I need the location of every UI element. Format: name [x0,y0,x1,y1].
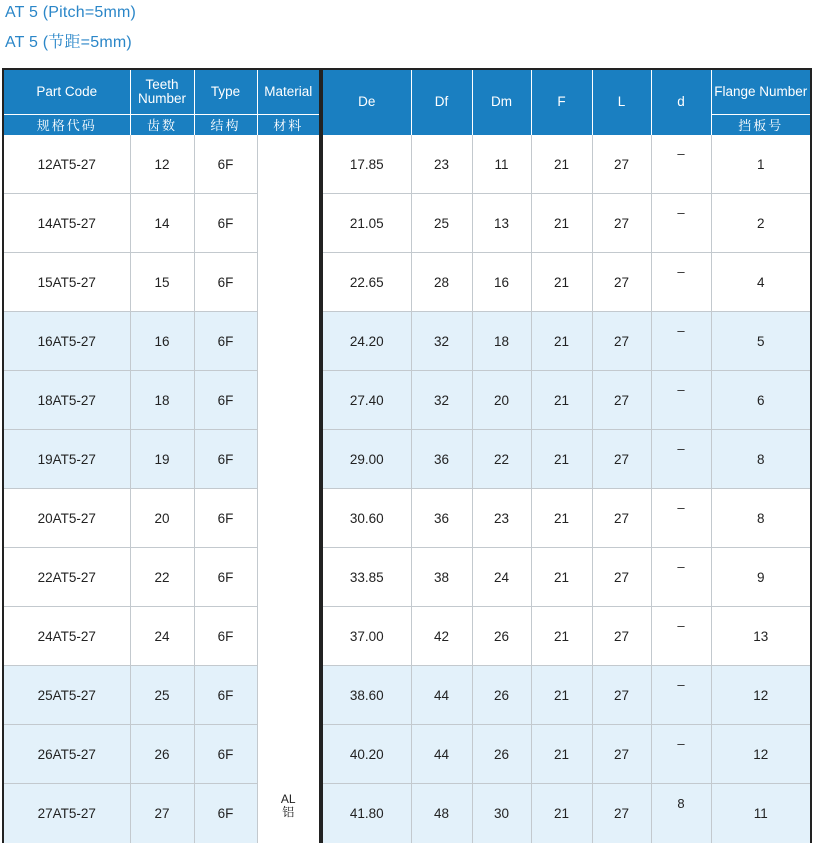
cell-l: 27 [592,253,651,312]
cell-f: 21 [531,489,592,548]
header-de: De [321,69,411,135]
cell-l: 27 [592,135,651,194]
cell-d: – [651,489,711,548]
table-row [3,725,811,784]
cell-type: 6F [194,135,257,194]
cell-part-code: 27AT5-27 [3,784,130,843]
header-part-code-cn: 规格代码 [3,115,130,135]
table-row [3,666,811,725]
cell-part-code: 19AT5-27 [3,430,130,489]
cell-de: 33.85 [321,548,411,607]
cell-part-code: 26AT5-27 [3,725,130,784]
cell-type: 6F [194,489,257,548]
cell-dm: 26 [472,607,531,666]
cell-type: 6F [194,312,257,371]
cell-flange: 8 [711,489,811,548]
cell-l: 27 [592,784,651,843]
cell-dm: 26 [472,666,531,725]
cell-teeth: 18 [130,371,194,430]
cell-dm: 26 [472,725,531,784]
cell-flange: 11 [711,784,811,843]
cell-de: 22.65 [321,253,411,312]
cell-part-code: 20AT5-27 [3,489,130,548]
spec-table [2,68,812,843]
cell-teeth: 19 [130,430,194,489]
cell-part-code: 15AT5-27 [3,253,130,312]
cell-teeth: 16 [130,312,194,371]
cell-flange: 9 [711,548,811,607]
cell-flange: 1 [711,135,811,194]
cell-l: 27 [592,607,651,666]
cell-teeth: 22 [130,548,194,607]
cell-l: 27 [592,548,651,607]
table-row [3,253,811,312]
cell-f: 21 [531,607,592,666]
cell-flange: 2 [711,194,811,253]
cell-df: 36 [411,489,472,548]
cell-df: 48 [411,784,472,843]
table-row [3,430,811,489]
cell-l: 27 [592,666,651,725]
cell-flange: 13 [711,607,811,666]
cell-dm: 23 [472,489,531,548]
cell-dm: 24 [472,548,531,607]
table-row [3,489,811,548]
cell-part-code: 24AT5-27 [3,607,130,666]
cell-type: 6F [194,607,257,666]
table-row [3,548,811,607]
header-type-cn: 结构 [194,115,257,135]
spec-table-body [3,135,811,843]
table-row [3,312,811,371]
cell-dm: 18 [472,312,531,371]
cell-f: 21 [531,312,592,371]
cell-de: 30.60 [321,489,411,548]
cell-type: 6F [194,725,257,784]
header-part-code: Part Code [3,69,130,115]
cell-f: 21 [531,784,592,843]
cell-part-code: 18AT5-27 [3,371,130,430]
header-f: F [531,69,592,135]
cell-teeth: 27 [130,784,194,843]
cell-df: 32 [411,371,472,430]
cell-f: 21 [531,548,592,607]
header-dm: Dm [472,69,531,135]
header-teeth: Teeth Number [130,69,194,115]
cell-flange: 6 [711,371,811,430]
cell-de: 40.20 [321,725,411,784]
cell-df: 36 [411,430,472,489]
cell-l: 27 [592,312,651,371]
cell-df: 32 [411,312,472,371]
section-title-cn: AT 5 (节距=5mm) [5,29,132,52]
cell-type: 6F [194,371,257,430]
cell-d: – [651,253,711,312]
cell-df: 42 [411,607,472,666]
cell-f: 21 [531,371,592,430]
cell-de: 24.20 [321,312,411,371]
cell-de: 37.00 [321,607,411,666]
cell-d: – [651,135,711,194]
cell-d: – [651,312,711,371]
cell-part-code: 22AT5-27 [3,548,130,607]
cell-teeth: 20 [130,489,194,548]
cell-df: 38 [411,548,472,607]
cell-dm: 20 [472,371,531,430]
cell-teeth: 25 [130,666,194,725]
header-material: Material [257,69,321,115]
cell-d: – [651,194,711,253]
header-d: d [651,69,711,135]
cell-f: 21 [531,666,592,725]
cell-part-code: 12AT5-27 [3,135,130,194]
table-row [3,784,811,843]
cell-de: 41.80 [321,784,411,843]
header-flange: Flange Number [711,69,811,115]
cell-part-code: 16AT5-27 [3,312,130,371]
cell-f: 21 [531,253,592,312]
cell-part-code: 25AT5-27 [3,666,130,725]
cell-l: 27 [592,194,651,253]
cell-teeth: 14 [130,194,194,253]
cell-df: 25 [411,194,472,253]
cell-d: – [651,430,711,489]
material-en: AL [258,793,320,806]
header-df: Df [411,69,472,135]
cell-f: 21 [531,430,592,489]
cell-l: 27 [592,430,651,489]
cell-type: 6F [194,253,257,312]
cell-d: – [651,725,711,784]
cell-dm: 22 [472,430,531,489]
header-teeth-cn: 齿数 [130,115,194,135]
cell-type: 6F [194,548,257,607]
table-row [3,607,811,666]
cell-df: 44 [411,666,472,725]
cell-material [257,135,321,843]
header-l: L [592,69,651,135]
cell-flange: 8 [711,430,811,489]
cell-teeth: 26 [130,725,194,784]
cell-dm: 16 [472,253,531,312]
cell-l: 27 [592,489,651,548]
cell-type: 6F [194,430,257,489]
cell-df: 28 [411,253,472,312]
cell-type: 6F [194,194,257,253]
table-row [3,135,811,194]
cell-de: 21.05 [321,194,411,253]
table-row [3,194,811,253]
cell-dm: 13 [472,194,531,253]
cell-type: 6F [194,784,257,843]
cell-dm: 30 [472,784,531,843]
cell-de: 29.00 [321,430,411,489]
cell-d: – [651,607,711,666]
cell-l: 27 [592,725,651,784]
cell-de: 38.60 [321,666,411,725]
cell-f: 21 [531,725,592,784]
cell-d: – [651,548,711,607]
cell-df: 44 [411,725,472,784]
table-row [3,371,811,430]
cell-dm: 11 [472,135,531,194]
header-material-cn: 材料 [257,115,321,135]
cell-teeth: 12 [130,135,194,194]
cell-f: 21 [531,194,592,253]
cell-flange: 12 [711,725,811,784]
cell-teeth: 15 [130,253,194,312]
cell-flange: 4 [711,253,811,312]
cell-de: 27.40 [321,371,411,430]
cell-d: 8 [651,784,711,843]
header-flange-cn: 挡板号 [711,115,811,135]
section-title-en: AT 5 (Pitch=5mm) [5,4,136,22]
material-cn: 铝 [258,806,320,819]
cell-df: 23 [411,135,472,194]
cell-l: 27 [592,371,651,430]
cell-d: – [651,666,711,725]
cell-de: 17.85 [321,135,411,194]
header-type: Type [194,69,257,115]
cell-flange: 5 [711,312,811,371]
cell-d: – [651,371,711,430]
cell-part-code: 14AT5-27 [3,194,130,253]
cell-f: 21 [531,135,592,194]
cell-type: 6F [194,666,257,725]
cell-flange: 12 [711,666,811,725]
cell-teeth: 24 [130,607,194,666]
